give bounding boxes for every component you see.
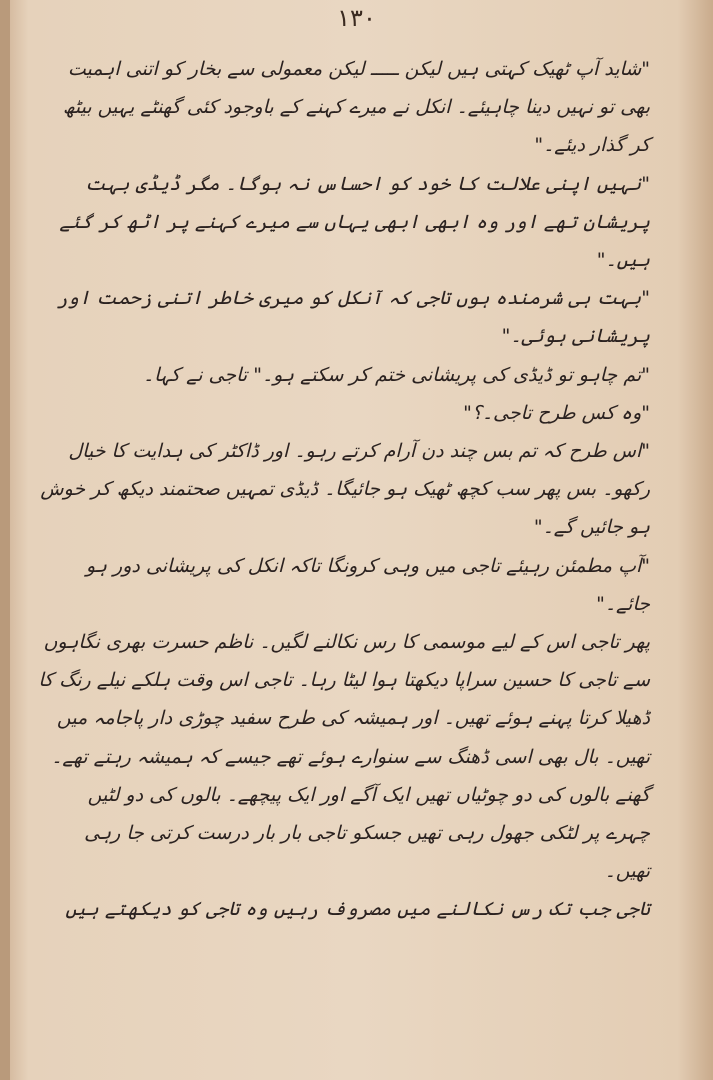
paragraph: پھر تاجی اس کے لیے موسمی کا رس نکالنے لگیں۔ ناظم حسرت بھری نگاہوں سے تاجی کا حسین سراپا دیکھتا ہوا لیٹا رہا۔ تاجی اس وقت ہلکے نیلے رنگ کا ڈھیلا کرتا پہنے ہوئے تھیں۔ اور ہمیشہ کی طرح سفید چوڑی دار پاجامہ میں تھیں۔ بال بھی اسی ڈھنگ سے سنوارے ہوئے تھے جیسے کہ ہمیشہ رہتے تھے۔ گھنے بالوں کی دو چوٹیاں تھیں ایک آگے اور ایک پیچھے۔ بالوں کی دو لٹیں چہرے پر لٹکی جھول رہی تھیں جسکو تاجی بار بار درست کرتی جا رہی تھیں۔ — [38, 631, 650, 883]
page-edge — [0, 0, 10, 1080]
paragraph: "تم چاہو تو ڈیڈی کی پریشانی ختم کر سکتے ہو۔" تاجی نے کہا۔ — [142, 363, 650, 386]
paragraph: "شاید آپ ٹھیک کہتی ہیں لیکن ـــــ لیکن معمولی سے بخار کو اتنی اہمیت بھی تو نہیں دینا چاہیئے۔ انکل نے میرے کہنے کے باوجود کئی گھنٹے یہیں بیٹھ کر گذار دیئے۔" — [62, 58, 650, 157]
paragraph: تاجی جب تک رس نکالنے میں مصروف رہیں وہ تاجی کو دیکھتے ہیں — [65, 898, 650, 921]
paragraph: "بہت ہی شرمندہ ہوں تاجی کہ آنکل کو میری خاطر اتنی زحمت اور پریشانی ہوئی۔" — [56, 287, 650, 348]
paragraph: "وہ کس طرح تاجی۔؟" — [463, 401, 650, 424]
paragraph: "آپ مطمئن رہیئے تاجی میں وہی کرونگا تاکہ انکل کی پریشانی دور ہو جائے۔" — [86, 554, 650, 615]
paragraph: "اس طرح کہ تم بس چند دن آرام کرتے رہو۔ اور ڈاکٹر کی ہدایت کا خیال رکھو۔ بس پھر سب کچھ ٹھیک ہو جائیگا۔ ڈیڈی تمہیں صحتمند دیکھ کر خوش ہو جائیں گے۔" — [40, 440, 650, 539]
page-number: ۱۳۰ — [337, 4, 376, 32]
paragraph: "نہیں اپنی علالت کا خود کو احساس نہ ہوگا۔ مگر ڈیڈی بہت پریشان تھے اور وہ ابھی ابھی یہاں سے میرے کہنے پر اٹھ کر گئے ہیں۔" — [59, 172, 650, 272]
body-text — [38, 50, 678, 929]
